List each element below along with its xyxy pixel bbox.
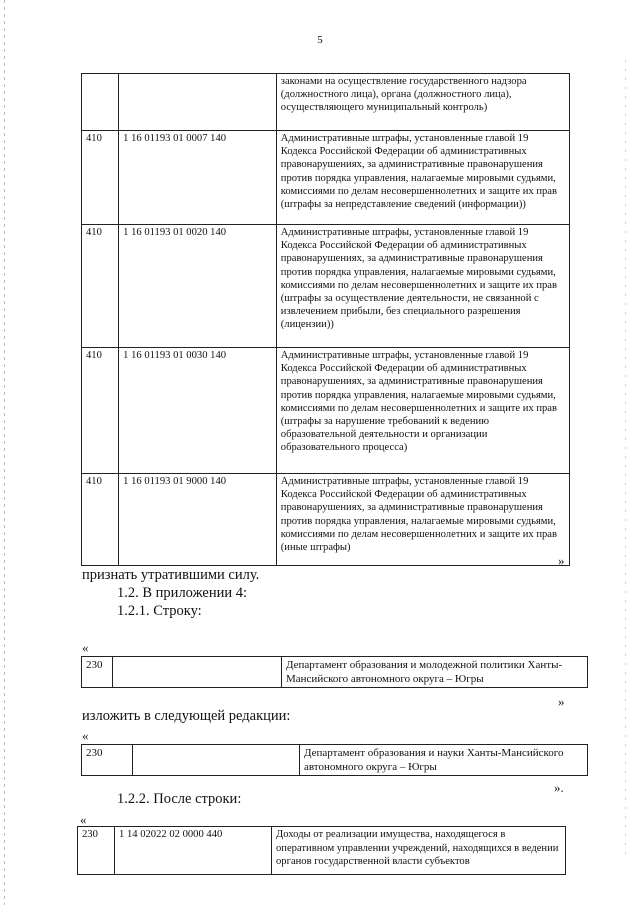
table-row — [82, 657, 588, 688]
closing-quote: ». — [554, 780, 564, 795]
revenue-name-cell: Административные штрафы, установленные главой 19 Кодекса Российской Федерации об административных правонарушениях, за административные правонарушения против порядка управления, налагаемые мировыми судьями, комиссиями по делам несовершеннолетних и защите их прав (штрафы за нарушение требований к ведению образовательной деятельности и организации образовательного процесса) — [276, 348, 569, 474]
admin-code-cell: 230 — [78, 827, 115, 875]
kbk-code-cell — [119, 74, 277, 131]
table-row — [82, 745, 588, 776]
paragraph-1-2-2: 1.2.2. После строки: — [117, 791, 242, 807]
admin-code-cell — [82, 74, 119, 131]
paragraph-edit-as-follows: изложить в следующей редакции: — [82, 708, 291, 724]
admin-code-cell: 230 — [82, 657, 113, 688]
table-row — [82, 348, 570, 474]
kbk-code-cell: 1 16 01193 01 9000 140 — [119, 474, 277, 566]
admin-code-cell: 410 — [82, 348, 119, 474]
kbk-code-cell — [113, 657, 282, 688]
revenue-name-cell: Административные штрафы, установленные главой 19 Кодекса Российской Федерации об административных правонарушениях, за административные правонарушения против порядка управления, налагаемые мировыми судьями, комиссиями по делам несовершеннолетних и защите их прав (штрафы за осуществление деятельности, не связанной с извлечением прибыли, без специального разрешения (лицензии)) — [276, 225, 569, 348]
revenue-name-cell: законами на осуществление государственного надзора (должностного лица), органа (должностного лица), осуществляющего муниципальный контроль) — [276, 74, 569, 131]
opening-quote: « — [80, 812, 87, 827]
admin-code-cell: 230 — [82, 745, 133, 776]
paragraph-1-2: 1.2. В приложении 4: — [117, 585, 248, 601]
closing-quote: » — [558, 553, 565, 568]
admin-code-cell: 410 — [82, 131, 119, 225]
table-new-row — [81, 744, 588, 776]
kbk-code-cell: 1 16 01193 01 0007 140 — [119, 131, 277, 225]
table-row — [82, 74, 570, 131]
revenue-name-cell: Доходы от реализации имущества, находящегося в оперативном управлении учреждений, находящихся в ведении органов государственной власти субъектов — [272, 827, 566, 875]
opening-quote: « — [82, 640, 89, 655]
table-row — [82, 474, 570, 566]
scan-edge-right — [625, 60, 626, 860]
kbk-code-cell: 1 16 01193 01 0020 140 — [119, 225, 277, 348]
table-after-row — [77, 826, 566, 875]
revenue-name-cell: Административные штрафы, установленные главой 19 Кодекса Российской Федерации об административных правонарушениях, за административные правонарушения против порядка управления, налагаемые мировыми судьями, комиссиями по делам несовершеннолетних и защите их прав (штрафы за непредставление сведений (информации)) — [276, 131, 569, 225]
kbk-code-cell: 1 16 01193 01 0030 140 — [119, 348, 277, 474]
table-row — [78, 827, 566, 875]
table-old-row — [81, 656, 588, 688]
closing-quote: » — [558, 694, 565, 709]
revenue-name-cell: Административные штрафы, установленные главой 19 Кодекса Российской Федерации об административных правонарушениях, за административные правонарушения против порядка управления, налагаемые мировыми судьями, комиссиями по делам несовершеннолетних и защите их прав (иные штрафы) — [276, 474, 569, 566]
revenue-name-cell: Департамент образования и науки Ханты-Мансийского автономного округа – Югры — [300, 745, 588, 776]
paragraph-1-2-1: 1.2.1. Строку: — [117, 603, 202, 619]
revenue-name-cell: Департамент образования и молодежной политики Ханты-Мансийского автономного округа – Югры — [282, 657, 588, 688]
paragraph-recognize-invalid: признать утратившими силу. — [82, 567, 260, 583]
table-row — [82, 225, 570, 348]
scan-edge-left — [4, 0, 5, 905]
table-row — [82, 131, 570, 225]
admin-code-cell: 410 — [82, 225, 119, 348]
kbk-code-cell: 1 14 02022 02 0000 440 — [115, 827, 272, 875]
page-number: 5 — [317, 34, 323, 46]
admin-code-cell: 410 — [82, 474, 119, 566]
revenue-table-repealed — [81, 73, 570, 566]
opening-quote: « — [82, 728, 89, 743]
kbk-code-cell — [133, 745, 300, 776]
